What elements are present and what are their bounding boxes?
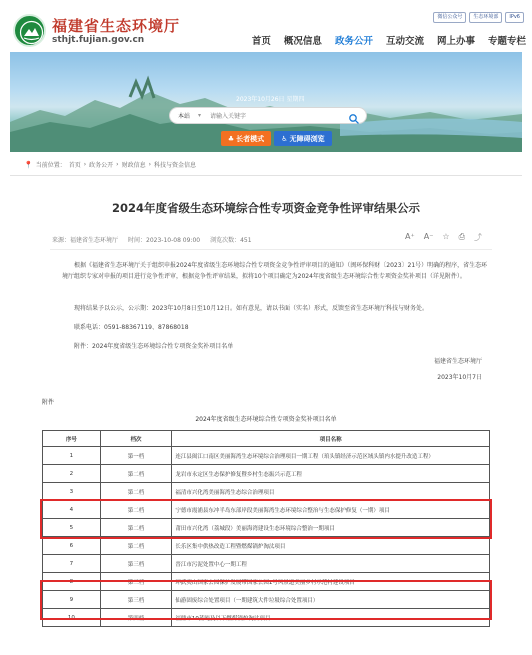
page-title: 2024年度省级生态环境综合性专项资金竞争性评审结果公示 xyxy=(111,201,420,215)
cell-no: 10 xyxy=(43,609,101,627)
logo-icon[interactable] xyxy=(13,14,46,47)
column-header-no: 序号 xyxy=(43,431,101,447)
accessibility-label: 无障碍浏览 xyxy=(289,134,325,143)
cell-grade: 第二档 xyxy=(100,501,172,519)
main-nav xyxy=(252,33,526,47)
article-views: 浏览次数：451 xyxy=(210,237,252,244)
attachment-label: 附件 xyxy=(42,399,55,406)
cell-project: 连江县闽江口南区美丽海湾生态环境综合治理项目一期工程（琯头镇经济示范区域头镇内水提升改造工程） xyxy=(172,447,490,465)
article-meta xyxy=(52,235,252,244)
attachment-link[interactable]: 附件：2024年度省级生态环境综合性专项资金奖补项目名单 xyxy=(74,343,234,350)
cell-project: 长乐区集中供热改造工程暨燃煤锅炉淘汰项目 xyxy=(172,537,490,555)
cell-project: 福清市兴化湾美丽海湾生态综合治理项目 xyxy=(172,483,490,501)
elder-mode-label: 长者模式 xyxy=(236,134,265,143)
table-row xyxy=(43,483,490,501)
breadcrumb-prefix: 当前位置： xyxy=(35,162,66,169)
site-header xyxy=(0,0,532,52)
top-link-wechat[interactable]: 微信公众号 xyxy=(433,12,466,23)
cell-no: 9 xyxy=(43,591,101,609)
breadcrumb-item-gov[interactable]: 政务公开 xyxy=(89,162,114,169)
cell-no: 8 xyxy=(43,573,101,591)
search-scope-select[interactable]: 本站 xyxy=(178,113,191,120)
search-input[interactable] xyxy=(210,110,340,122)
table-row xyxy=(43,591,490,609)
table-row xyxy=(43,555,490,573)
article-date: 时间：2023-10-08 09:00 xyxy=(128,237,201,244)
cell-grade: 第二档 xyxy=(100,519,172,537)
search-box xyxy=(169,107,367,124)
article-paragraph: 联系电话：0591-88367119、87868018 xyxy=(74,324,189,331)
table-row xyxy=(43,519,490,537)
column-header-project: 项目名称 xyxy=(172,431,490,447)
search-icon[interactable] xyxy=(348,110,360,122)
cell-no: 2 xyxy=(43,465,101,483)
nav-item-interaction[interactable]: 互动交流 xyxy=(385,36,424,47)
nav-item-home[interactable]: 首页 xyxy=(251,36,271,47)
banner xyxy=(10,52,522,152)
cell-project: 莆田市兴化湾（荔城段）美丽海湾建设生态环境综合整治一期项目 xyxy=(172,519,490,537)
divider xyxy=(50,249,492,250)
share-icon[interactable]: ⤴ xyxy=(474,233,482,242)
table-row xyxy=(43,609,490,627)
nav-item-overview[interactable]: 概况信息 xyxy=(283,36,322,47)
font-increase-icon[interactable]: A⁺ xyxy=(405,232,415,241)
table-row xyxy=(43,447,490,465)
cell-project: 福鼎市10蒸吨及以下燃煤锅炉淘汰项目 xyxy=(172,609,490,627)
cell-grade: 第二档 xyxy=(100,483,172,501)
breadcrumb-separator: › xyxy=(116,161,119,168)
print-icon[interactable]: ⎙ xyxy=(458,232,465,241)
table-row xyxy=(43,501,490,519)
article-paragraph: 现将结果予以公示，公示期：2023年10月8日至10月12日。如有意见，请以书面（实名）形式，反馈至省生态环境厅科技与财务处。 xyxy=(74,305,428,312)
cell-project: 仙游固废综合处置项目（一期建筑大件垃圾综合处置项目） xyxy=(172,591,490,609)
breadcrumb-item-home[interactable]: 首页 xyxy=(68,162,81,169)
breadcrumb-separator: › xyxy=(148,161,151,168)
cell-project: 宁德市霞浦县东冲半岛东部岸段美丽海湾生态环境综合整治与生态保护修复（一期）项目 xyxy=(172,501,490,519)
cell-grade: 第二档 xyxy=(100,537,172,555)
cell-grade: 第二档 xyxy=(100,465,172,483)
accessibility-icon: ♿ xyxy=(281,134,288,143)
cell-grade: 第三档 xyxy=(100,555,172,573)
accessibility-button[interactable] xyxy=(274,131,332,146)
favorite-icon[interactable]: ☆ xyxy=(442,232,450,241)
cell-no: 5 xyxy=(43,519,101,537)
table-caption: 2024年度省级生态环境综合性专项资金奖补项目名单 xyxy=(195,416,337,423)
cell-no: 1 xyxy=(43,447,101,465)
signature: 福建省生态环境厅 xyxy=(433,358,482,365)
cell-no: 7 xyxy=(43,555,101,573)
award-table xyxy=(42,430,490,627)
cell-project: 晋江市污泥处置中心一期工程 xyxy=(172,555,490,573)
cell-project: 龙岩市永定区生态保护修复暨乡村生态振兴示范工程 xyxy=(172,465,490,483)
cell-no: 3 xyxy=(43,483,101,501)
cell-no: 6 xyxy=(43,537,101,555)
top-link-mee[interactable]: 生态环境部 xyxy=(469,12,502,23)
article xyxy=(10,176,522,384)
elder-icon: ♣ xyxy=(227,134,235,143)
nav-item-gov-affairs[interactable]: 政务公开 xyxy=(334,36,373,47)
font-decrease-icon[interactable]: A⁻ xyxy=(423,232,434,241)
article-tools xyxy=(405,232,482,243)
cell-grade: 第三档 xyxy=(100,591,172,609)
breadcrumb-separator: › xyxy=(83,161,87,168)
cell-grade: 第一档 xyxy=(100,447,172,465)
breadcrumb-item-finance[interactable]: 财政信息 xyxy=(121,162,146,169)
cell-grade: 第四档 xyxy=(100,609,172,627)
breadcrumb xyxy=(24,160,196,169)
table-row xyxy=(43,537,490,555)
banner-date: 2023年10月26日 星期四 xyxy=(236,96,305,103)
nav-item-online-services[interactable]: 网上办事 xyxy=(436,36,475,47)
site-url: sthjt.fujian.gov.cn xyxy=(52,35,145,45)
article-paragraph: 根据《福建省生态环境厅关于组织申报2024年度省级生态环境综合性专项资金竞争性评审项目的通知》（闽环保科财〔2023〕21号）明确的程序，省生态环境厅组织专家对申报的项目进行竞争性评审，根据竞争性评审结果，拟将10个项目确定为2024年度省级生态环境综合性专项资金奖补项目（详见附件）。 xyxy=(62,262,488,280)
top-links xyxy=(433,12,524,23)
sign-date: 2023年10月7日 xyxy=(437,374,482,381)
chevron-down-icon[interactable]: ▾ xyxy=(198,112,202,119)
nav-item-special-topics[interactable]: 专题专栏 xyxy=(487,36,526,47)
top-link-ipv6: IPv6 xyxy=(505,12,524,23)
table-header-row xyxy=(43,431,490,447)
breadcrumb-item-tech-funds[interactable]: 科技与资金信息 xyxy=(154,162,197,169)
location-pin-icon: 📍 xyxy=(24,160,33,169)
site-name[interactable]: 福建省生态环境厅 xyxy=(52,17,181,35)
cell-grade: 第三档 xyxy=(100,573,172,591)
elder-mode-button[interactable] xyxy=(221,131,271,146)
table-row xyxy=(43,465,490,483)
column-header-grade: 档次 xyxy=(100,431,172,447)
table-row xyxy=(43,573,490,591)
article-source: 来源：福建省生态环境厅 xyxy=(52,237,119,244)
cell-project: 环武夷山国家公园保护发展带国家公园1号风景道美丽乡村示范村建设项目 xyxy=(172,573,490,591)
cell-no: 4 xyxy=(43,501,101,519)
